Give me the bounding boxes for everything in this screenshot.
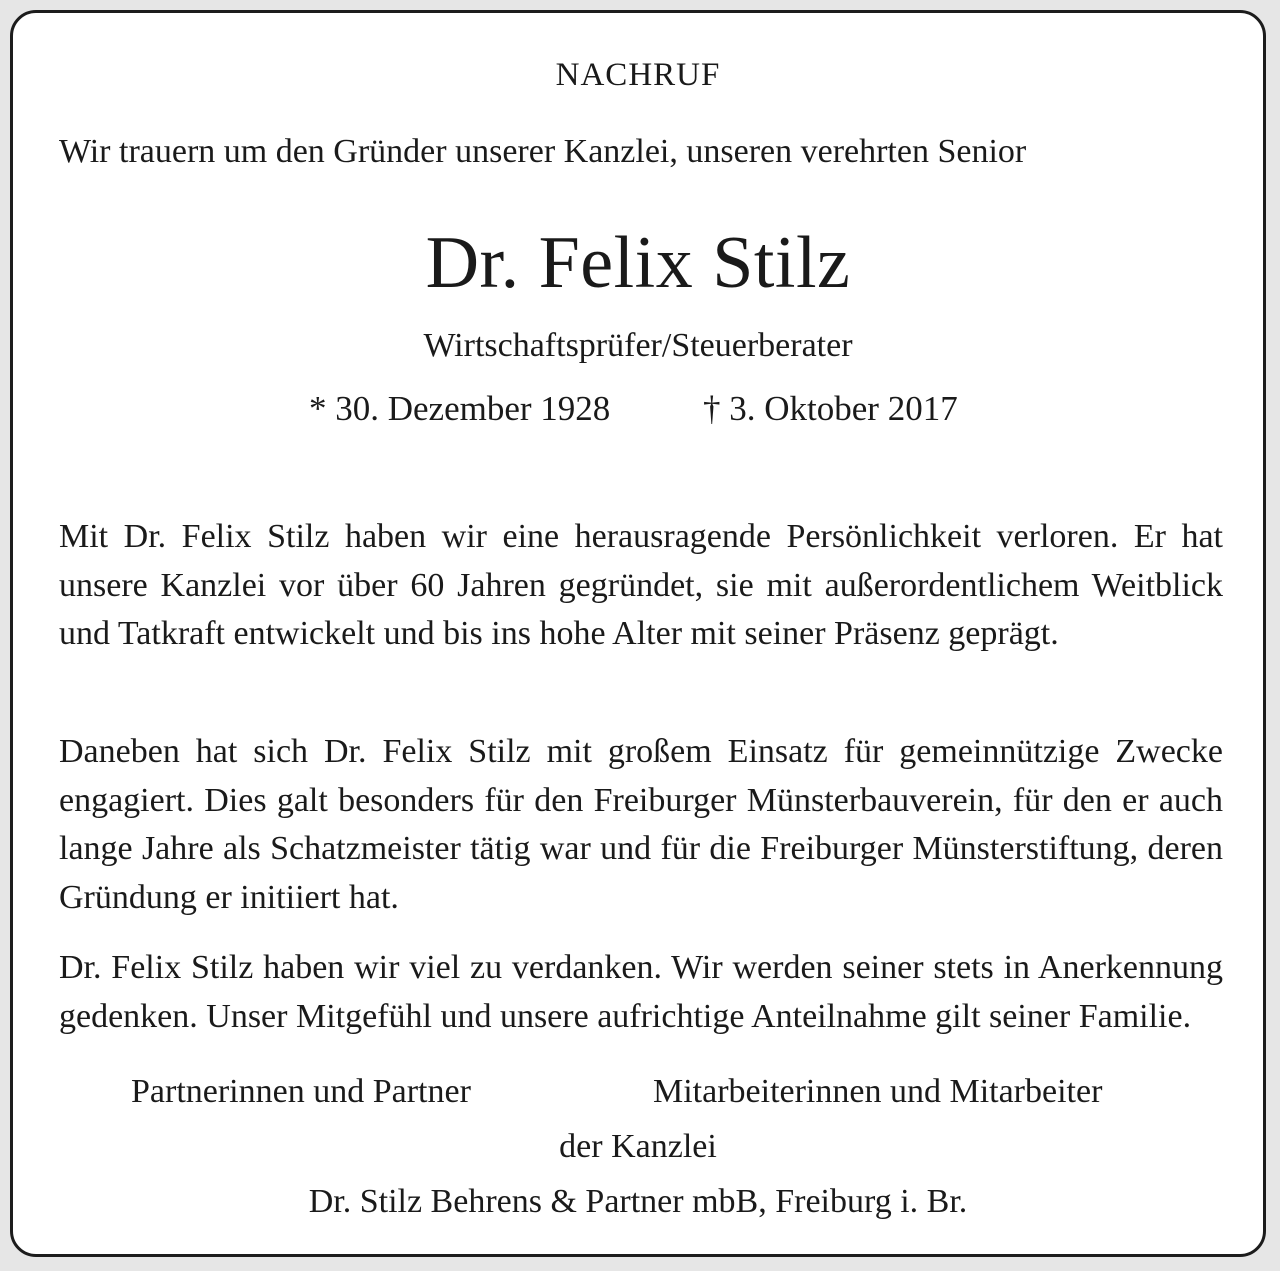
notice-heading: NACHRUF <box>555 57 721 93</box>
firm-name: Dr. Stilz Behrens & Partner mbB, Freiburg i. Br. <box>308 1183 968 1220</box>
body-paragraph-3: Dr. Felix Stilz haben wir viel zu verdanken. Wir werden seiner stets in Anerkennung gedenken. Unser Mitgefühl und unsere aufrichtige Anteilnahme gilt seiner Familie. <box>59 949 1223 1035</box>
profession-line: Wirtschaftsprüfer/Steuerberater <box>423 327 853 364</box>
death-date: † 3. Oktober 2017 <box>703 389 958 428</box>
obituary-notice <box>10 10 1266 1257</box>
body-paragraph-2: Daneben hat sich Dr. Felix Stilz mit großem Einsatz für gemeinnützige Zwecke engagiert. Dies galt besonders für den Freiburger Münsterbauverein, für den er auch lange Jahre als Schatzmeister tätig war und für die Freiburger Münsterstiftung, deren Gründung er initiiert hat. <box>59 733 1223 916</box>
body-paragraph-1: Mit Dr. Felix Stilz haben wir eine herausragende Persönlichkeit verloren. Er hat unsere Kanzlei vor über 60 Jahren gegründet, sie mit außerordentlichem Weitblick und Tatkraft entwickelt und bis ins hohe Alter mit seiner Präsenz geprägt. <box>59 518 1223 652</box>
intro-line: Wir trauern um den Gründer unserer Kanzlei, unseren verehrten Senior <box>59 133 1027 170</box>
deceased-name: Dr. Felix Stilz <box>425 222 851 304</box>
birth-date: * 30. Dezember 1928 <box>309 389 611 428</box>
signature-partners: Partnerinnen und Partner <box>131 1073 471 1110</box>
signature-firm-label: der Kanzlei <box>559 1128 717 1165</box>
signature-employees: Mitarbeiterinnen und Mitarbeiter <box>653 1073 1103 1110</box>
